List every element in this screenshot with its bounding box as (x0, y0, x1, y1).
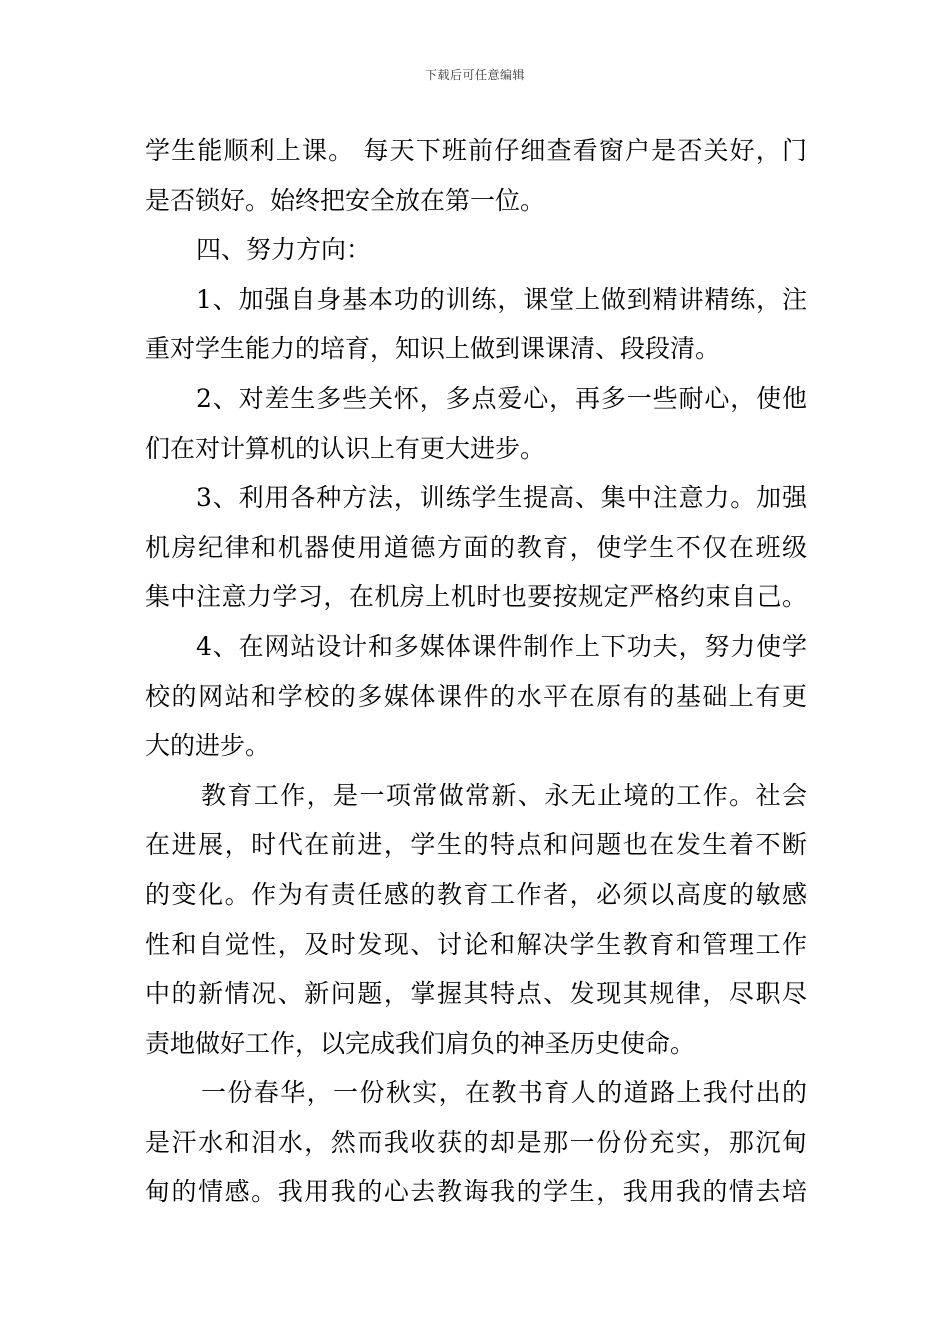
text-line: 一份春华，一份秋实，在教书育人的道路上我付出的 (201, 1078, 807, 1108)
text-line: 2、对差生多些关怀，多点爱心，再多一些耐心，使他 (196, 383, 807, 413)
text-line: 机房纪律和机器使用道德方面的教育，使学生不仅在班级 (145, 532, 807, 562)
text-line: 在进展，时代在前进，学生的特点和问题也在发生着不断 (145, 830, 807, 860)
text-line: 中的新情况、新问题，掌握其特点、发现其规律，尽职尽 (145, 979, 807, 1009)
text-line: 的变化。作为有责任感的教育工作者，必须以高度的敏感 (145, 879, 807, 909)
text-line: 4、在网站设计和多媒体课件制作上下功夫，努力使学 (196, 631, 807, 661)
text-line: 3、利用各种方法，训练学生提高、集中注意力。加强 (196, 483, 807, 513)
text-line: 们在对计算机的认识上有更大进步。 (145, 433, 546, 463)
text-line: 教育工作，是一项常做常新、永无止境的工作。社会 (201, 780, 807, 810)
text-line: 甸的情感。我用我的心去教诲我的学生，我用我的情去培 (145, 1177, 807, 1207)
body-text (145, 126, 807, 1217)
text-line: 责地做好工作，以完成我们肩负的神圣历史使命。 (145, 1028, 696, 1058)
text-line: 1、加强自身基本功的训练，课堂上做到精讲精练，注 (196, 284, 807, 314)
text-line: 是汗水和泪水，然而我收获的却是那一份份充实，那沉甸 (145, 1127, 807, 1157)
text-line: 集中注意力学习，在机房上机时也要按规定严格约束自己。 (145, 582, 807, 612)
text-line: 学生能顺利上课。 每天下班前仔细查看窗户是否关好，门 (145, 136, 807, 165)
text-line: 重对学生能力的培育，知识上做到课课清、段段清。 (145, 334, 721, 364)
text-line: 性和自觉性，及时发现、讨论和解决学生教育和管理工作 (145, 929, 807, 959)
text-line: 四、努力方向： (196, 235, 372, 265)
text-line: 大的进步。 (145, 731, 271, 761)
page-header: 下载后可任意编辑 (424, 68, 525, 82)
text-line: 是否锁好。始终把安全放在第一位。 (145, 185, 546, 215)
text-line: 校的网站和学校的多媒体课件的水平在原有的基础上有更 (145, 681, 807, 711)
